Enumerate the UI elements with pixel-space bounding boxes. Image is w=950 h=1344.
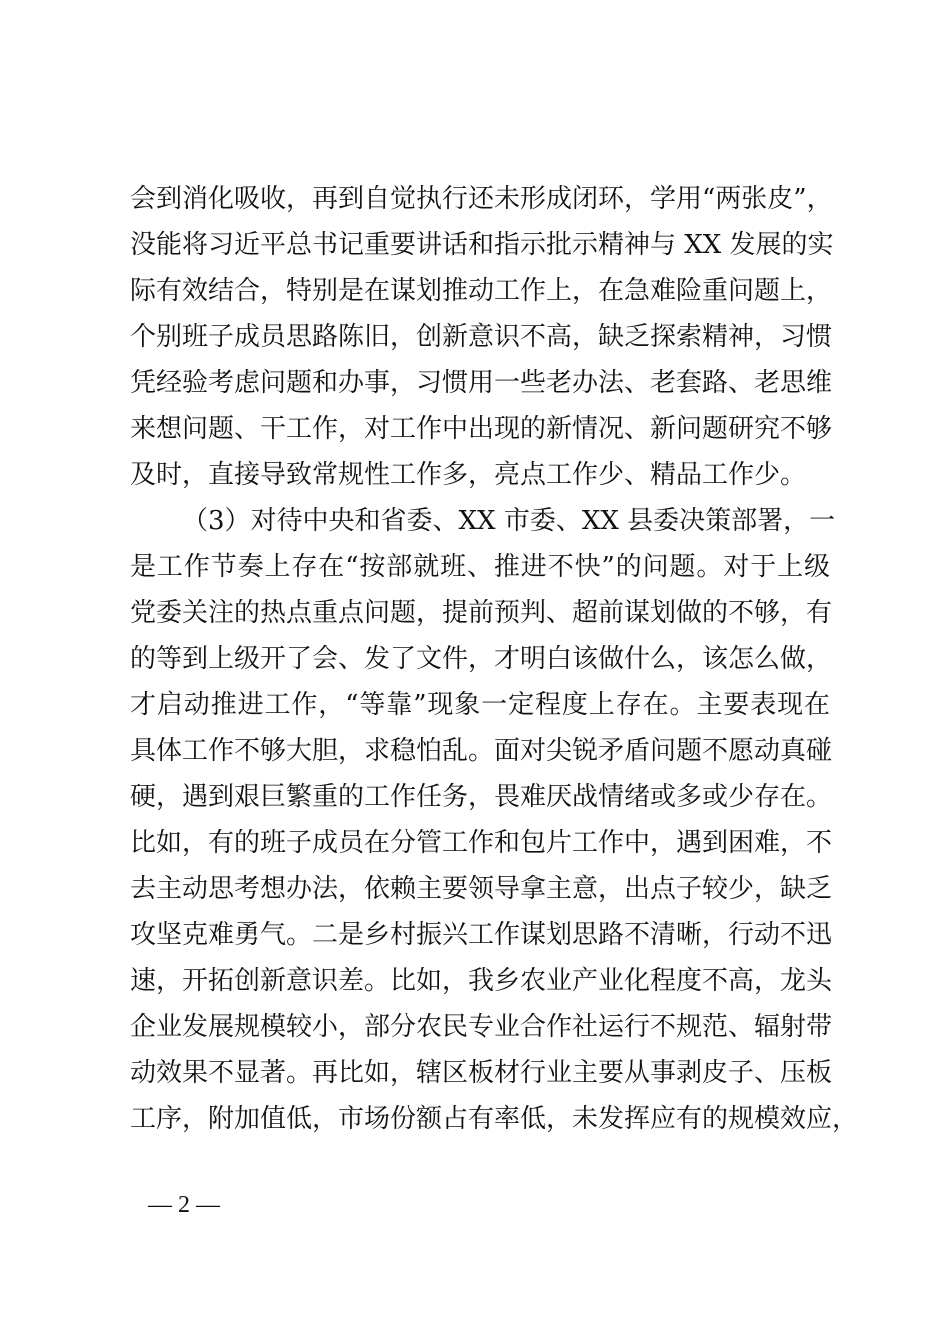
text-line: 具体工作不够大胆，求稳怕乱。面对尖锐矛盾问题不愿动真碰	[130, 736, 833, 766]
text-line: 才启动推进工作，“等靠”现象一定程度上存在。主要表现在	[130, 690, 830, 720]
text-line: 企业发展规模较小，部分农民专业合作社运行不规范、辐射带	[130, 1012, 833, 1042]
text-line: 际有效结合，特别是在谋划推动工作上，在急难险重问题上，	[130, 276, 833, 306]
text-line: 没能将习近平总书记重要讲话和指示批示精神与 XX 发展的实	[130, 230, 834, 260]
text-line: 是工作节奏上存在“按部就班、推进不快”的问题。对于上级	[130, 552, 830, 582]
text-line: 会到消化吸收，再到自觉执行还未形成闭环，学用“两张皮”，	[130, 184, 833, 214]
text-line: 个别班子成员思路陈旧，创新意识不高，缺乏探索精神，习惯	[130, 322, 833, 352]
text-line: 及时，直接导致常规性工作多，亮点工作少、精品工作少。	[130, 460, 807, 490]
text-line: 的等到上级开了会、发了文件，才明白该做什么，该怎么做，	[130, 644, 833, 674]
text-line: 速，开拓创新意识差。比如，我乡农业产业化程度不高，龙头	[130, 966, 833, 996]
text-line: 攻坚克难勇气。二是乡村振兴工作谋划思路不清晰，行动不迅	[130, 920, 833, 950]
text-line: 去主动思考想办法，依赖主要领导拿主意，出点子较少，缺乏	[130, 874, 833, 904]
text-line: 党委关注的热点重点问题，提前预判、超前谋划做的不够，有	[130, 598, 833, 628]
page-number: — 2 —	[148, 1192, 220, 1218]
text-line: 来想问题、干工作，对工作中出现的新情况、新问题研究不够	[130, 414, 833, 444]
paragraph-start-line: （3）对待中央和省委、XX 市委、XX 县委决策部署，一	[182, 506, 836, 536]
text-line: 比如，有的班子成员在分管工作和包片工作中，遇到困难，不	[130, 828, 833, 858]
text-line: 工序，附加值低，市场份额占有率低，未发挥应有的规模效应，	[130, 1104, 859, 1134]
text-line: 动效果不显著。再比如，辖区板材行业主要从事剥皮子、压板	[130, 1058, 833, 1088]
text-line: 硬，遇到艰巨繁重的工作任务，畏难厌战情绪或多或少存在。	[130, 782, 833, 812]
text-line: 凭经验考虑问题和办事，习惯用一些老办法、老套路、老思维	[130, 368, 833, 398]
